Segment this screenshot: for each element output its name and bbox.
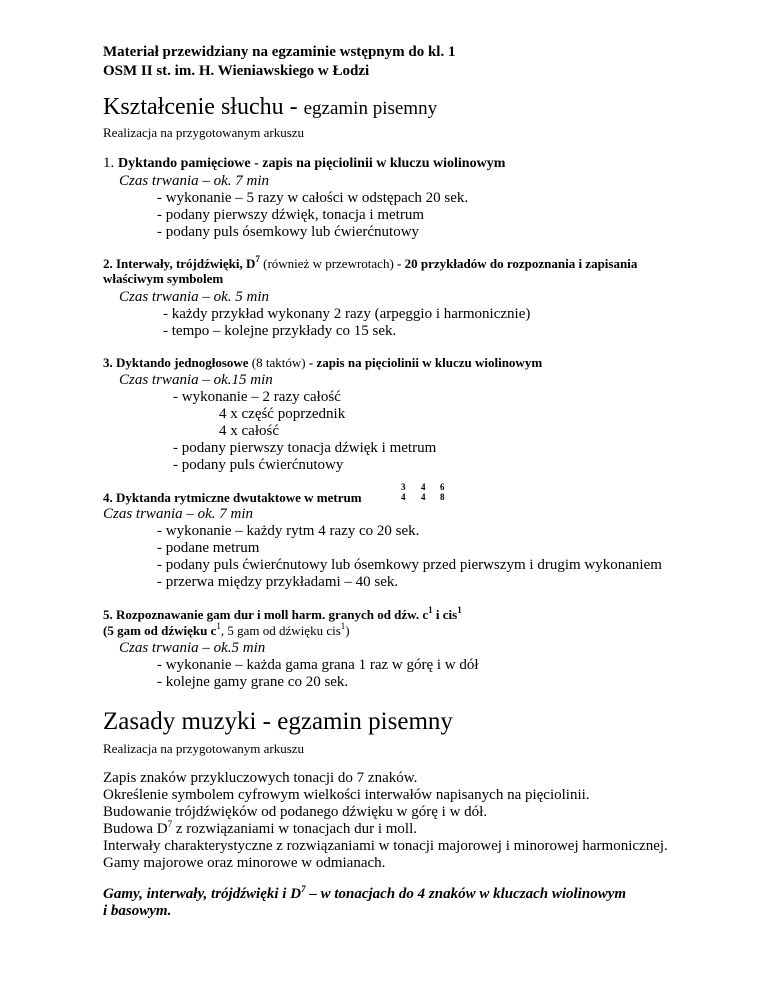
item-5-title: 5. Rozpoznawanie gam dur i moll harm. granych od dźw. c [103, 607, 429, 622]
zasady-line: Gamy majorowe oraz minorowe w odmianach. [103, 855, 386, 871]
meter-3-4: 3 4 [401, 482, 406, 502]
zasady-line-d7: Budowa $D^7$ z rozwiązaniami w tonacjach dur i moll. [103, 819, 417, 837]
section-title-sub: egzamin pisemny [303, 98, 438, 119]
item-4-bullet: - podany puls ćwierćnutowy lub ósemkowy przed pierwszym i drugim wykonaniem [157, 557, 662, 573]
item-1-bullet: - podany pierwszy dźwięk, tonacja i metrum [157, 207, 424, 223]
section-title-main: Kształcenie słuchu - [103, 94, 304, 120]
header-line-2: OSM II st. im. H. Wieniawskiego w Łodzi [103, 63, 370, 79]
item-4-bullet: - przerwa między przykładami – 40 sek. [157, 574, 399, 590]
item-3-title-note: (8 taktów) [248, 355, 306, 370]
item-3-bullet: 4 x całość [219, 423, 279, 439]
item-3-bullet: 4 x część poprzednik [219, 406, 346, 422]
item-2-title: 2. Interwały, trójdźwięki, D [103, 256, 256, 271]
section-note: Realizacja na przygotowanym arkuszu [103, 125, 305, 140]
item-5-bullet: - kolejne gamy grane co 20 sek. [157, 674, 349, 690]
item-5-subheading: (5 gam od dźwięku $c^1$, 5 gam od dźwięku cis$^1$) [103, 621, 350, 638]
item-2-title-rest: - 20 przykładów do rozpoznania i zapisania [393, 256, 638, 271]
item-3-bullet: - podany pierwszy tonacja dźwięk i metrum [173, 440, 437, 456]
item-1-duration: Czas trwania – ok. 7 min [119, 173, 270, 189]
zasady-line: Budowanie trójdźwięków od podanego dźwięku w górę i w dół. [103, 804, 488, 820]
item-1-bullet: - wykonanie – 5 razy w całości w odstępach 20 sek. [157, 190, 469, 206]
item-2-bullet: - każdy przykład wykonany 2 razy (arpeggio i harmonicznie) [163, 306, 531, 322]
meter-4-4: 4 4 [421, 482, 426, 502]
item-1-heading [103, 155, 505, 172]
item-3-heading [103, 355, 542, 370]
header-line-1: Materiał przewidziany na egzaminie wstępnym do kl. 1 [103, 44, 456, 60]
item-5-duration: Czas trwania – ok.5 min [119, 640, 266, 656]
final-note-line-2: i basowym. [103, 903, 172, 919]
item-2-sup: 7 [255, 254, 260, 264]
item-3-title-rest: - zapis na pięciolinii w kluczu wiolinowym [305, 355, 543, 370]
item-4-bullet: - wykonanie – każdy rytm 4 razy co 20 sek. [157, 523, 420, 539]
item-4-title: 4. Dyktanda rytmiczne dwutaktowe w metrum [103, 490, 362, 505]
item-1-title: Dyktando pamięciowe - zapis na pięciolinii w kluczu wiolinowym [118, 156, 506, 171]
section-title-ksztalcenie [103, 94, 437, 121]
final-note-line-1: Gamy, interwały, trójdźwięki i $D^7$ – w tonacjach do 4 znaków w kluczach wiolinowym [103, 884, 627, 902]
item-4-bullet: - podane metrum [157, 540, 260, 556]
zasady-line: Zapis znaków przykluczowych tonacji do 7 znaków. [103, 770, 418, 786]
item-5-heading: 5. Rozpoznawanie gam dur i moll harm. granych od dźw. $c^1$ i cis$^1$ [103, 605, 462, 622]
section-note: Realizacja na przygotowanym arkuszu [103, 741, 305, 756]
item-2-title-cont: właściwym symbolem [103, 271, 224, 286]
item-1-number: 1. [103, 155, 118, 171]
item-3-duration: Czas trwania – ok.15 min [119, 372, 273, 388]
item-3-bullet: - podany puls ćwierćnutowy [173, 457, 344, 473]
item-2-duration: Czas trwania – ok. 5 min [119, 289, 270, 305]
item-1-bullet: - podany puls ósemkowy lub ćwierćnutowy [157, 224, 420, 240]
item-5-bullet: - wykonanie – każda gama grana 1 raz w górę i w dół [157, 657, 479, 673]
item-2-bullet: - tempo – kolejne przykłady co 15 sek. [163, 323, 397, 339]
item-2-heading [103, 256, 637, 271]
item-3-bullet: - wykonanie – 2 razy całość [173, 389, 341, 405]
zasady-line: Określenie symbolem cyfrowym wielkości interwałów napisanych na pięciolinii. [103, 787, 590, 803]
item-4-duration: Czas trwania – ok. 7 min [103, 506, 254, 522]
zasady-line: Interwały charakterystyczne z rozwiązaniami w tonacji majorowej i minorowej harmonicznej. [103, 838, 668, 854]
section-title-zasady: Zasady muzyki - egzamin pisemny [103, 708, 453, 735]
item-3-title: 3. Dyktando jednogłosowe [103, 355, 249, 370]
meter-6-8: 6 8 [440, 482, 445, 502]
item-2-title-note: (również w przewrotach) [259, 256, 394, 271]
